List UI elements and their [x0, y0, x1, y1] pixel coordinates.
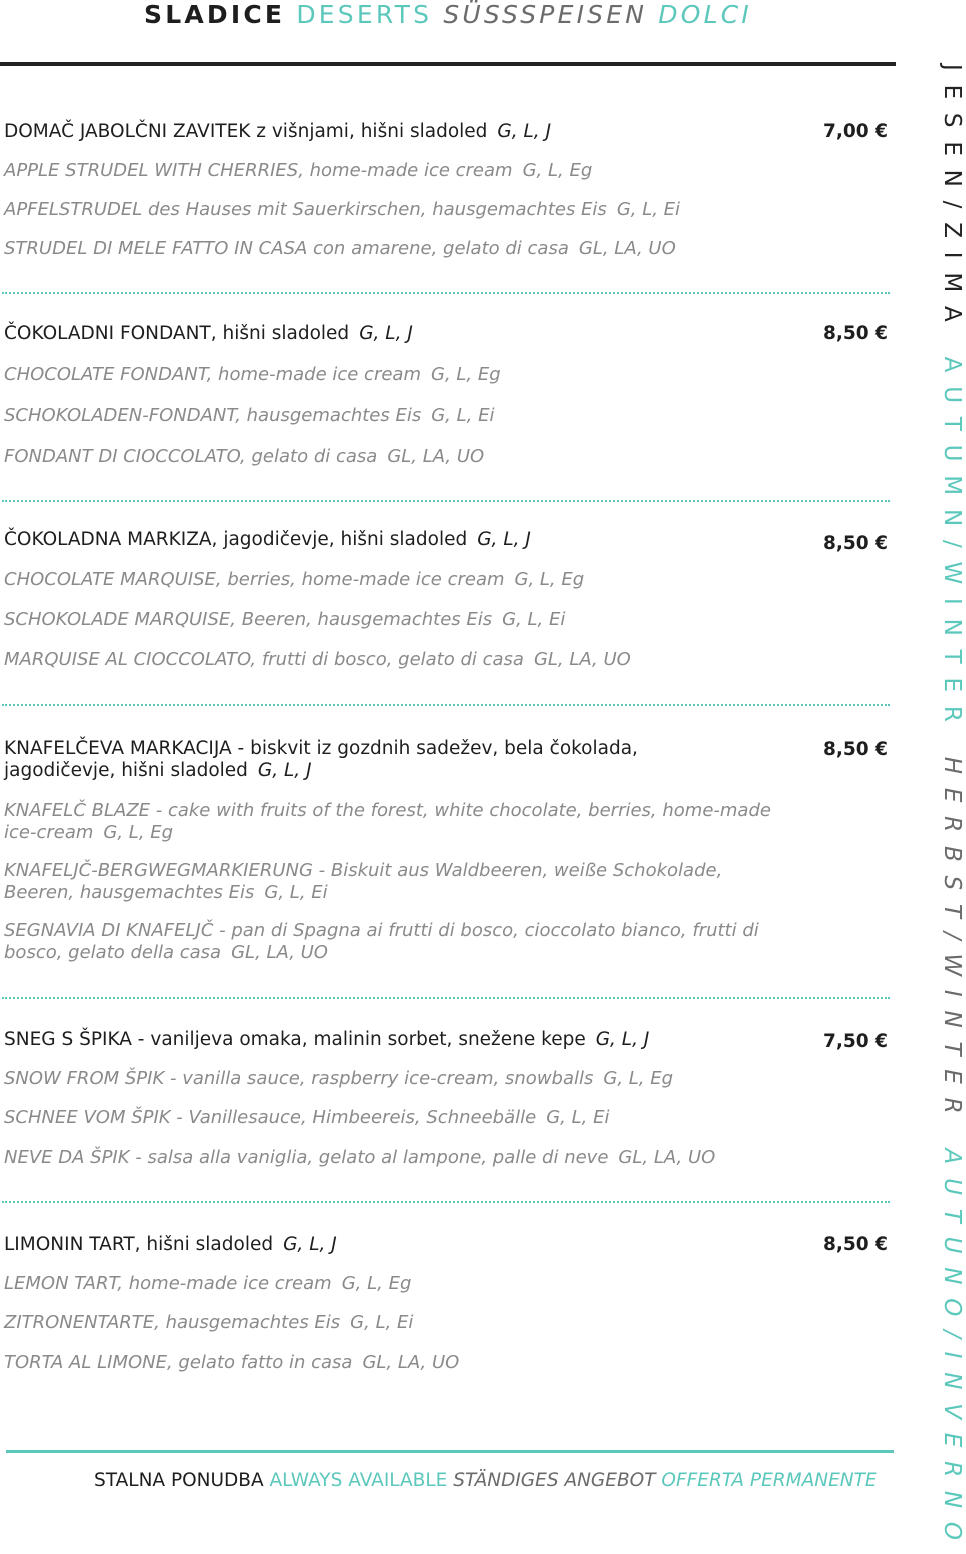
footer-it: OFFERTA PERMANENTE [661, 1470, 877, 1491]
season-it: AUTUNO/INVERNO [939, 1148, 965, 1554]
item-name-it: NEVE DA ŠPIK - salsa alla vaniglia, gelato al lampone, palle di neve GL, LA, UO [4, 1147, 716, 1168]
footer-en: ALWAYS AVAILABLE [269, 1470, 448, 1491]
item-price: 8,50 € [823, 323, 888, 344]
season-si: JESEN/ZIMA [939, 64, 965, 336]
item-name-it: SEGNAVIA DI KNAFELJČ - pan di Spagna ai frutti di bosco, cioccolato bianco, frutti di bosco, gelato della casa GL, LA, UO [4, 920, 759, 963]
item-divider [2, 997, 890, 999]
item-name-it: FONDANT DI CIOCCOLATO, gelato di casa GL, LA, UO [4, 446, 485, 467]
item-name-en: CHOCOLATE MARQUISE, berries, home-made ice cream G, L, Eg [4, 569, 585, 590]
menu-item [4, 1029, 892, 1171]
item-divider [2, 292, 890, 294]
item-name-en: KNAFELČ BLAZE - cake with fruits of the forest, white chocolate, berries, home-made ice-cream G, L, Eg [4, 800, 771, 843]
item-name-en: LEMON TART, home-made ice cream G, L, Eg [4, 1273, 412, 1294]
item-name-de: SCHNEE VOM ŠPIK - Vanillesauce, Himbeereis, Schneebälle G, L, Ei [4, 1107, 610, 1128]
item-name-de: KNAFELJČ-BERGWEGMARKIERUNG - Biskuit aus Waldbeeren, weiße Schokolade, Beeren, hausgemachtes Eis G, L, Ei [4, 860, 723, 903]
item-price: 8,50 € [823, 739, 888, 760]
footer-de: STÄNDIGES ANGEBOT [453, 1470, 656, 1491]
item-divider [2, 1201, 890, 1203]
item-price: 7,00 € [823, 121, 888, 142]
menu-item [4, 121, 892, 262]
header-divider [0, 62, 896, 66]
item-name-it: TORTA AL LIMONE, gelato fatto in casa GL, LA, UO [4, 1352, 460, 1373]
item-price: 7,50 € [823, 1031, 888, 1052]
item-price: 8,50 € [823, 533, 888, 554]
season-en: AUTUMN/WINTER [939, 356, 965, 736]
menu-item [4, 323, 892, 470]
item-divider [2, 500, 890, 502]
menu-item [4, 529, 892, 673]
item-allergens: G, L, J [497, 121, 552, 142]
menu-item [4, 738, 892, 966]
item-name-si: KNAFELČEVA MARKACIJA - biskvit iz gozdnih sadežev, bela čokolada, jagodičevje, hišni sladoled G, L, J [4, 738, 638, 781]
menu-item [4, 1234, 892, 1376]
season-side-label [939, 64, 965, 1554]
title-slovenian: SLADICE [144, 0, 286, 29]
item-allergens: G, L, J [595, 1029, 650, 1050]
item-allergens: G, L, J [359, 323, 413, 344]
item-name-en: SNOW FROM ŠPIK - vanilla sauce, raspberry ice-cream, snowballs G, L, Eg [4, 1068, 674, 1089]
item-name-si: SNEG S ŠPIKA - vaniljeva omaka, malinin sorbet, snežene kepe G, L, J [4, 1029, 650, 1050]
item-name-en: CHOCOLATE FONDANT, home-made ice cream G, L, Eg [4, 364, 501, 385]
item-name-si: LIMONIN TART, hišni sladoled G, L, J [4, 1234, 337, 1255]
item-name-de: ZITRONENTARTE, hausgemachtes Eis G, L, Ei [4, 1312, 414, 1333]
item-name-si: DOMAČ JABOLČNI ZAVITEK z višnjami, hišni sladoled G, L, J [4, 121, 552, 142]
title-italian: DOLCI [658, 0, 752, 29]
item-name-it: STRUDEL DI MELE FATTO IN CASA con amarene, gelato di casa GL, LA, UO [4, 238, 676, 259]
item-name-de: SCHOKOLADEN-FONDANT, hausgemachtes Eis G, L, Ei [4, 405, 495, 426]
item-divider [2, 704, 890, 706]
item-name-en: APPLE STRUDEL WITH CHERRIES, home-made ice cream G, L, Eg [4, 160, 593, 181]
season-de: HERBST/WINTER [939, 756, 965, 1128]
title-german: SÜSSSPEISEN [443, 0, 648, 29]
item-name-de: SCHOKOLADE MARQUISE, Beeren, hausgemachtes Eis G, L, Ei [4, 609, 566, 630]
item-allergens: G, L, J [283, 1234, 337, 1255]
footer-divider [6, 1450, 894, 1453]
item-name-si: ČOKOLADNI FONDANT, hišni sladoled G, L, J [4, 323, 413, 344]
item-allergens: G, L, J [477, 529, 531, 550]
title-english: DESERTS [296, 0, 433, 29]
item-name-it: MARQUISE AL CIOCCOLATO, frutti di bosco, gelato di casa GL, LA, UO [4, 649, 631, 670]
footer-si: STALNA PONUDBA [94, 1470, 264, 1491]
item-name-de: APFELSTRUDEL des Hauses mit Sauerkirschen, hausgemachtes Eis G, L, Ei [4, 199, 681, 220]
footer-always-available [94, 1470, 892, 1491]
item-price: 8,50 € [823, 1234, 888, 1255]
item-name-si: ČOKOLADNA MARKIZA, jagodičevje, hišni sladoled G, L, J [4, 529, 531, 550]
item-allergens: G, L, J [257, 760, 312, 781]
menu-title [0, 0, 896, 30]
